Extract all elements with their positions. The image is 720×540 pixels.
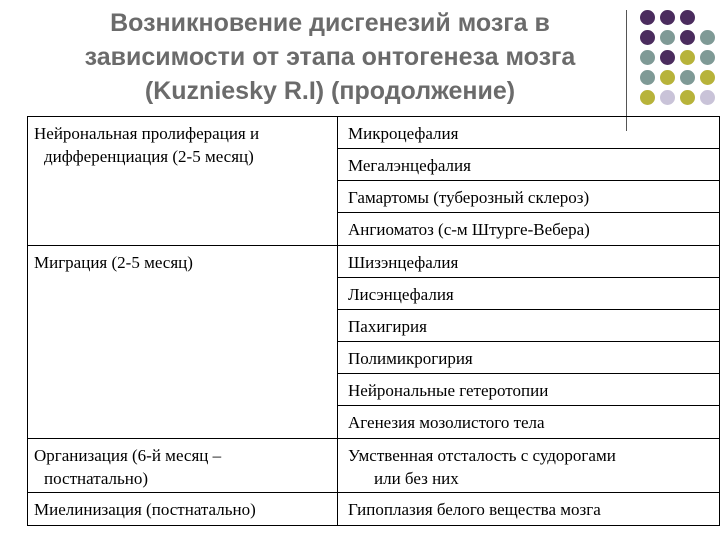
- stage-label: Миграция (2-5 месяц): [34, 253, 193, 272]
- stage-label: Организация (6-й месяц –: [34, 446, 222, 465]
- table-row: [28, 117, 720, 246]
- title-line-3: (Kuzniesky R.I) (продолжение): [144, 77, 516, 105]
- list-item: Лисэнцефалия: [338, 278, 719, 310]
- list-item: Нейрональные гетеротопии: [338, 374, 719, 406]
- stage-label: Нейрональная пролиферация и: [34, 124, 260, 143]
- decorative-dot-grid: [638, 10, 720, 110]
- decor-dot: [640, 30, 655, 45]
- table-row: [28, 493, 720, 526]
- decor-dot: [660, 70, 675, 85]
- decor-dot: [700, 50, 715, 65]
- title-line-2: зависимости от этапа онтогенеза мозга: [84, 43, 576, 71]
- decor-dot: [680, 90, 695, 105]
- decor-dot: [680, 10, 695, 25]
- stage-cell: [28, 439, 338, 493]
- decor-dot: [680, 30, 695, 45]
- list-item: Агенезия мозолистого тела: [348, 413, 545, 432]
- decor-dot: [700, 90, 715, 105]
- stage-label-cont: постнатально): [44, 469, 149, 488]
- list-item: Шизэнцефалия: [338, 246, 719, 278]
- disorders-cell: [338, 117, 720, 246]
- list-item: Гипоплазия белого вещества мозга: [348, 500, 601, 519]
- disorders-cell: [338, 439, 720, 493]
- decor-dot: [640, 10, 655, 25]
- decor-dot: [640, 50, 655, 65]
- disorders-cell: [338, 493, 720, 526]
- slide-title: [0, 6, 660, 108]
- list-item: [338, 439, 719, 492]
- list-item-line: Умственная отсталость с судорогами: [348, 446, 616, 465]
- decorative-vertical-line: [626, 10, 627, 131]
- decor-dot: [700, 70, 715, 85]
- stage-cell: [28, 117, 338, 246]
- dysgenesis-table: [27, 116, 720, 526]
- list-item: Полимикрогирия: [338, 342, 719, 374]
- decor-dot: [680, 50, 695, 65]
- decor-dot: [700, 30, 715, 45]
- decor-dot: [680, 70, 695, 85]
- decor-dot: [640, 70, 655, 85]
- table-row: [28, 246, 720, 439]
- stage-label-cont: дифференциация (2-5 месяц): [44, 147, 254, 166]
- list-item: Гамартомы (туберозный склероз): [338, 181, 719, 213]
- list-item: Ангиоматоз (с-м Штурге-Вебера): [348, 220, 590, 239]
- list-item: Пахигирия: [338, 310, 719, 342]
- decor-dot: [660, 10, 675, 25]
- list-item-line: или без них: [374, 469, 459, 488]
- list-item: Мегалэнцефалия: [338, 149, 719, 181]
- stage-cell: [28, 493, 338, 526]
- decor-dot: [640, 90, 655, 105]
- disorders-cell: [338, 246, 720, 439]
- list-item: Микроцефалия: [338, 117, 719, 149]
- decor-dot: [660, 90, 675, 105]
- decor-dot: [660, 50, 675, 65]
- stage-cell: [28, 246, 338, 439]
- decor-dot: [660, 30, 675, 45]
- title-line-1: Возникновение дисгенезий мозга в: [110, 9, 550, 37]
- stage-label: Миелинизация (постнатально): [34, 500, 256, 519]
- table-row: [28, 439, 720, 493]
